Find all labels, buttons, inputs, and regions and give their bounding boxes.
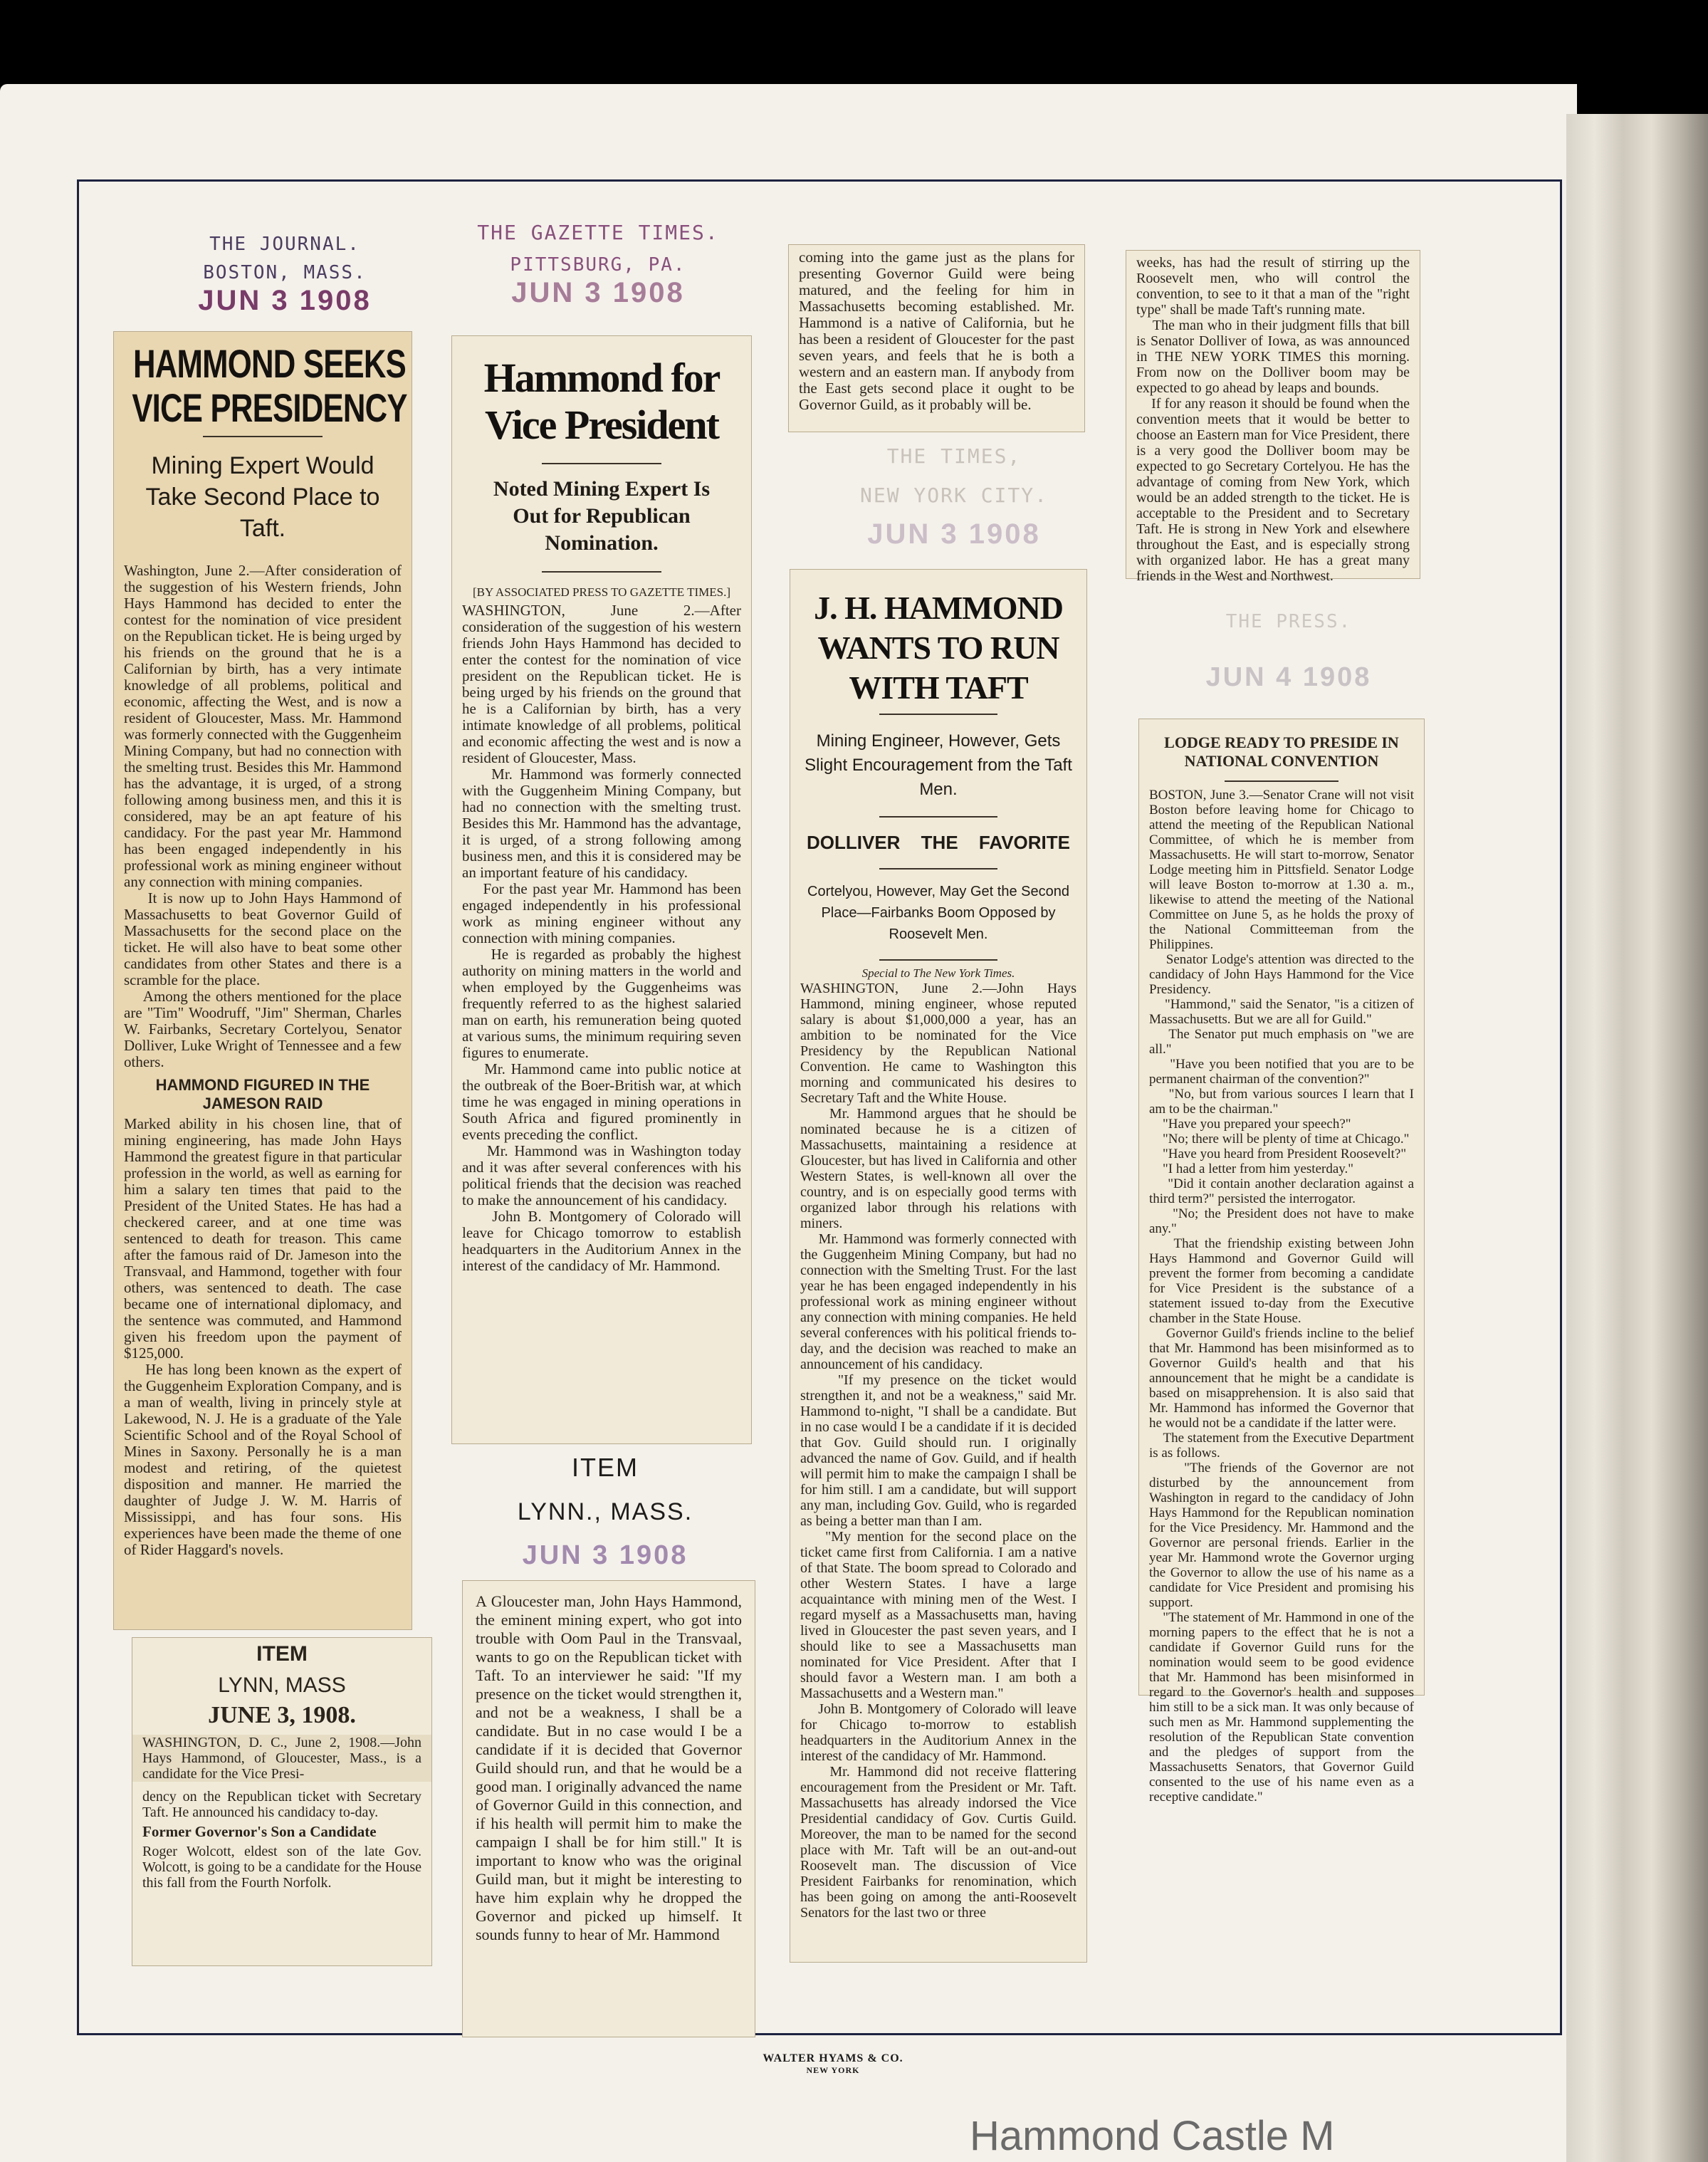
clip6-subhead2: Cortelyou, However, May Get the Second Place—Fairbanks Boom Opposed by Roosevelt Men. [807, 884, 1069, 942]
stamp-times-date: JUN 3 1908 [867, 518, 1041, 550]
clipping-weeks-has-had [1126, 251, 1420, 584]
stamp-item-name: ITEM [572, 1453, 639, 1482]
stamp-press-name: THE PRESS. [1225, 611, 1352, 632]
clip6-subhead: Mining Engineer, However, Gets Slight Encouragement from the Taft Men. [805, 731, 1072, 799]
clip7-body: weeks, has had the result of stirring up the Roosevelt men, who will control the convention, to see to it that a man of the "right type" shall be made Taft's running mate. The man who in their judgment fills that bill is Senator Dolliver of Iowa, as was announced in THE NEW YORK TIMES this morning. From now on the Dolliver boom may be expected to go ahead by leaps and bounds. If for any reason it should be found when the convention meets that it would be better to choose an Eastern man for Vice President, there is a very good the Dolliver boom may be expected to go Secretary Cortelyou. He has the advantage of coming from New York, which would be an added strength to the ticket. He is acceptable to the President and to Secretary Taft. He is strong in New York and elsewhere throughout the East, and is especially strong with organized labor. He has a great many friends in the West and Northwest. [1136, 255, 1410, 584]
clipping-hammond-wants-to-run [790, 570, 1086, 1962]
clip4-body-c: Roger Wolcott, eldest son of the late Gov. Wolcott, is going to be a candidate for the House this fall from the Fourth Norfolk. [142, 1844, 425, 1891]
clip1-section-title: HAMMOND FIGURED IN THE JAMESON RAID [155, 1076, 370, 1112]
stamp-times [819, 444, 1089, 550]
stamp-gazette-name: THE GAZETTE TIMES. [477, 221, 719, 244]
clip4-stamp-3: JUNE 3, 1908. [208, 1702, 356, 1728]
stamp-times-name: THE TIMES, [886, 444, 1022, 468]
clip6-credit: Special to The New York Times. [861, 966, 1015, 980]
stamp-journal [178, 234, 392, 317]
stamp-gazette-place: PITTSBURG, PA. [510, 254, 686, 276]
stamp-item-date: JUN 3 1908 [522, 1540, 688, 1570]
clip2-credit: [BY ASSOCIATED PRESS TO GAZETTE TIMES.] [472, 585, 731, 599]
stamp-item-place: LYNN., MASS. [517, 1498, 693, 1525]
stamp-times-place: NEW YORK CITY. [859, 484, 1048, 507]
clipping-hammond-for-vp [452, 336, 751, 1443]
publisher-city: NEW YORK [806, 2065, 860, 2075]
stamp-press [1182, 611, 1395, 693]
watermark-text: Hammond Castle M [970, 2113, 1335, 2159]
clipping-item-lynn [132, 1638, 431, 1965]
clip1-body: Washington, June 2.—After consideration of the suggestion of his Western friends, John Hays Hammond has decided to enter the contest for the nomination of vice president on the Republican ticket. He is being urged by his friends on the ground that he is a Californian by birth, has a very intimate knowledge of all problems, political and economic, affecting the West, and is now a resident of Gloucester, Mass. Mr. Hammond was formerly connected with the Guggenheim Mining Company, but had no connection with the smelting trust. Besides this Mr. Hammond has the advantage, it is urged, of a strong following among business men, and this it is considered, may be an apt feature of his candidacy. For the past year Mr. Hammond has been engaged independently in his professional work as mining engineer without any connection with mining companies. It is now up to John Hays Hammond of Massachusetts to beat Governor Guild of Massachusetts for the second place on the ticket. He will also have to beat some other candidates from other States and there is a scramble for the place. Among the others mentioned for the place are "Tim" Woodruff, "Jim" Sherman, Charles W. Fairbanks, Secretary Cortelyou, Senator Dolliver, Luke Wright of Tennessee and a few others. [124, 562, 402, 1070]
clipping-lodge-ready [1139, 719, 1424, 1805]
clip2-rule2 [542, 571, 661, 573]
clip4-stamp-1: ITEM [256, 1642, 308, 1666]
publisher-name: WALTER HYAMS & CO. [763, 2052, 903, 2064]
page-edges [1566, 114, 1708, 2162]
clip4-body-a: WASHINGTON, D. C., June 2, 1908.—John Hays Hammond, of Gloucester, Mass., is a candidate for the Vice Presi- [132, 1735, 431, 1782]
clip2-headline: Hammond for Vice President [483, 355, 720, 448]
clip2-body: WASHINGTON, June 2.—After consideration of the suggestion of his western friends John Hays Hammond has decided to enter the contest for the nomination of vice president on the Republican ticket. He is being urged by his friends on the ground that he is a Californian by birth, has a very intimate knowledge of all problems, political and economic affecting the west and is now a resident of Gloucester, Mass. Mr. Hammond was formerly connected with the Guggenheim Mining Company, but had no connection with the smelting trust. Besides this Mr. Hammond has the advantage, it is urged, of a strong following among business men, and this it is considered may be an important feature of his candidacy. For the past year Mr. Hammond has been engaged independently in his professional work as mining engineer without any connection with mining companies. He is regarded as probably the highest authority on mining matters in the world and when employed by the Guggenheims was frequently referred to as the highest salaried man on earth, his remuneration being quoted at various sums, the minimum requiring seven figures to enumerate. Mr. Hammond came into public notice at the outbreak of the Boer-British war, at which time he was engaged in mining operations in South Africa and figured prominently in events preceding the conflict. Mr. Hammond was in Washington today and it was after several conferences with his political friends that the decision was reached to make the announcement of his candidacy. John B. Montgomery of Colorado will leave for Chicago tomorrow to establish headquarters in the Auditorium Annex in the interest of the candidacy of Mr. Hammond. [462, 602, 742, 1274]
clip3-body: A Gloucester man, John Hays Hammond, the eminent mining expert, who got into trouble with Oom Paul in the Transvaal, wants to go on the Republican ticket with Taft. To an interviewer he said: "If my presence on the ticket would strengthen it, and not be a weakness, I shall be a candidate. But in no case would I be a candidate if it is decided that Governor Guild should run, and that he would be a good man. I originally advanced the name of Governor Guild in this connection, and if his health will permit him to make the campaign I shall be for him still." It is important to know who was the original Guild man, but it might be interesting to have him explain why he dropped the Governor and picked up himself. It sounds funny to hear of Mr. Hammond [476, 1592, 746, 1943]
stamp-journal-place: BOSTON, MASS. [203, 262, 367, 283]
clipping-hammond-seeks [114, 332, 412, 1629]
clip6-rule2 [879, 816, 997, 818]
clip1-subhead: Mining Expert Would Take Second Place to Taft. [145, 452, 380, 542]
clip6-rule3 [879, 868, 997, 870]
clip6-head2: DOLLIVER THE FAVORITE [807, 832, 1070, 853]
clip4-body-b: dency on the Republican ticket with Secretary Taft. He announced his candidacy to-day. [142, 1789, 425, 1820]
clip1-body2: Marked ability in his chosen line, that of mining engineering, has made John Hays Hammond the greatest figure in that particular profession in the world, as well as earning for him a salary ten times that paid to the President of the United States. He has had a checkered career, and at one time was sentenced to death for treason. This came after the famous raid of Dr. Jameson into the Transvaal, and Hammond, together with four others, was sentenced to death. The case became one of international diplomacy, and the sentence was commuted, and Hammond given his freedom upon the payment of $125,000. He has long been known as the expert of the Guggenheim Exploration Company, and is a man of wealth, living in princely style at Lakewood, N. J. He is a graduate of the Yale Scientific School and of the Royal School of Mines in Saxony. Personally he is a man modest and retiring, of the quietest disposition and manner. He married the daughter of Judge J. W. M. Harris of Mississippi, and has four sons. His experiences have been made the theme of one of Rider Haggard's novels. [124, 1115, 402, 1558]
clip2-subhead: Noted Mining Expert Is Out for Republican Nomination. [493, 477, 711, 555]
clip4-heading: Former Governor's Son a Candidate [142, 1823, 377, 1840]
publisher-footer [641, 2052, 1025, 2076]
clip6-rule [879, 714, 997, 715]
clip1-rule [203, 436, 322, 437]
clipping-coming-into-game [789, 245, 1084, 432]
clip2-rule [542, 463, 661, 464]
stamp-gazette-date: JUN 3 1908 [511, 277, 685, 308]
stamp-journal-name: THE JOURNAL. [209, 234, 360, 255]
clip4-stamp-2: LYNN, MASS [218, 1673, 346, 1697]
clip6-rule4 [879, 959, 997, 961]
clip8-headline: LODGE READY TO PRESIDE IN NATIONAL CONVENTION [1164, 733, 1399, 770]
clip6-headline: J. H. HAMMOND WANTS TO RUN WITH TAFT [814, 590, 1063, 706]
stamp-journal-date: JUN 3 1908 [198, 285, 372, 316]
stamp-press-date: JUN 4 1908 [1205, 662, 1372, 692]
clipping-gloucester-man [463, 1581, 755, 2037]
clip8-rule [1225, 780, 1338, 782]
stamp-gazette [456, 221, 740, 309]
stamp-item-lynn [456, 1453, 755, 1571]
clip1-headline: HAMMOND SEEKS VICE PRESIDENCY [132, 341, 408, 430]
clip6-body: WASHINGTON, June 2.—John Hays Hammond, mining engineer, whose reputed salary is about $1,000,000 a year, has an ambition to be nominated for the Vice Presidency by the Republican National Convention. He came to Washington this morning and communicated his desires to Secretary Taft and the White House. Mr. Hammond argues that he should be nominated because he is a citizen of Massachusetts, maintaining a residence at Gloucester, but has lived in California and other Western States, is well-known all over the country, and is on especially good terms with organized labor through his relations with miners. Mr. Hammond was formerly connected with the Guggenheim Mining Company, but had no connection with the Smelting Trust. For the last year he has been engaged independently in his professional work as mining engineer without any connection with mining companies. He held several conferences with his political friends to-day, and the decision was reached to make an announcement of his candidacy. "If my presence on the ticket would strengthen it, and not be a weakness," said Mr. Hammond to-night, "I shall be a candidate. But in no case would I be a candidate if it is decided that Gov. Guild should run. I originally advanced the name of Gov. Guild, and if health will permit him to make the campaign I shall be for him still. I am a candidate, but will support any man, including Gov. Guild, who is regarded as being a better man than I am. "My mention for the second place on the ticket came first from California. I am a native of that State. The boom spread to Colorado and other Western States. I have a large acquaintance with mining men of the West. I regard myself as a Massachusetts man, having lived in Gloucester the past seven years, and I should like to see a Massachusetts man nominated for Vice President. After that I should favor a Western man. I am both a Massachusetts and a Western man." John B. Montgomery of Colorado will leave for Chicago to-morrow to establish headquarters in the Auditorium Annex in the interest of the candidacy of Mr. Hammond. Mr. Hammond did not receive flattering encouragement from the President or Mr. Taft. Massachusetts has already indorsed the Vice Presidential candidacy of Gov. Curtis Guild. Moreover, the man to be named for the second place with Mr. Taft will be an out-and-out Roosevelt man. The discussion of Vice President Fairbanks for renomination, which has been going on among the anti-Roosevelt Senators for the last two or three [800, 981, 1077, 1921]
clip8-body: BOSTON, June 3.—Senator Crane will not visit Boston before leaving home for Chicago to attend the meeting of the Republican National Committee, of which he is member from Massachusetts. He will start to-morrow, Senator Lodge meeting him in Pittsfield. Senator Lodge will leave Boston to-morrow at 1.30 a. m., likewise to attend the meeting of the National Committee on June 5, as he holds the proxy of the National Committeeman from the Philippines. Senator Lodge's attention was directed to the candidacy of John Hays Hammond for the Vice Presidency. "Hammond," said the Senator, "is a citizen of Massachusetts. But we are all for Guild." The Senator put much emphasis on "we are all." "Have you been notified that you are to be permanent chairman of the convention?" "No, but from various sources I learn that I am to be the chairman." "Have you prepared your speech?" "No; there will be plenty of time at Chicago." "Have you heard from President Roosevelt?" "I had a letter from him yesterday." "Did it contain another declaration against a third term?" persisted the interrogator. "No; the President does not have to make any." That the friendship existing between John Hays Hammond and Governor Guild will prevent the former from becoming a candidate for Vice President is the substance of a statement issued to-day from the Executive chamber in the State House. Governor Guild's friends incline to the belief that Mr. Hammond has been misinformed as to Governor Guild's health and that his announcement that he might be a candidate is based on misapprehension. It is also said that Mr. Hammond has informed the Governor that he would not be a candidate if the latter were. The statement from the Executive Department is as follows. "The friends of the Governor are not disturbed by the announcement from Washington in regard to the candidacy of John Hays Hammond for the Republican nomination for the Vice Presidency. Mr. Hammond and the Governor are personal friends. Earlier in the year Mr. Hammond wrote the Governor urging the Governor to allow the use of his name as a candidate for Vice President and promising his support. "The statement of Mr. Hammond in one of the morning papers to the effect that he is not a candidate if Governor Guild runs for the nomination would seem to be good evidence that Mr. Hammond has been misinformed in regard to the Governor's health and supposes him still to be a sick man. It was only because of such men as Mr. Hammond supplementing the resolution of the Republican State convention and the pledges of support from the Massachusetts Senators, that Governor Guild consented to the use of his name even as a receptive candidate." [1149, 788, 1415, 1805]
clip5-body: coming into the game just as the plans for presenting Governor Guild were being matured, and the feeling for him in Massachusetts becoming established. Mr. Hammond is a native of California, but he has been a resident of Gloucester for the past seven years, and feels that he is both a western and an eastern man. If anybody from the East gets second place it ought to be Governor Guild, as it probably will be. [799, 249, 1079, 413]
